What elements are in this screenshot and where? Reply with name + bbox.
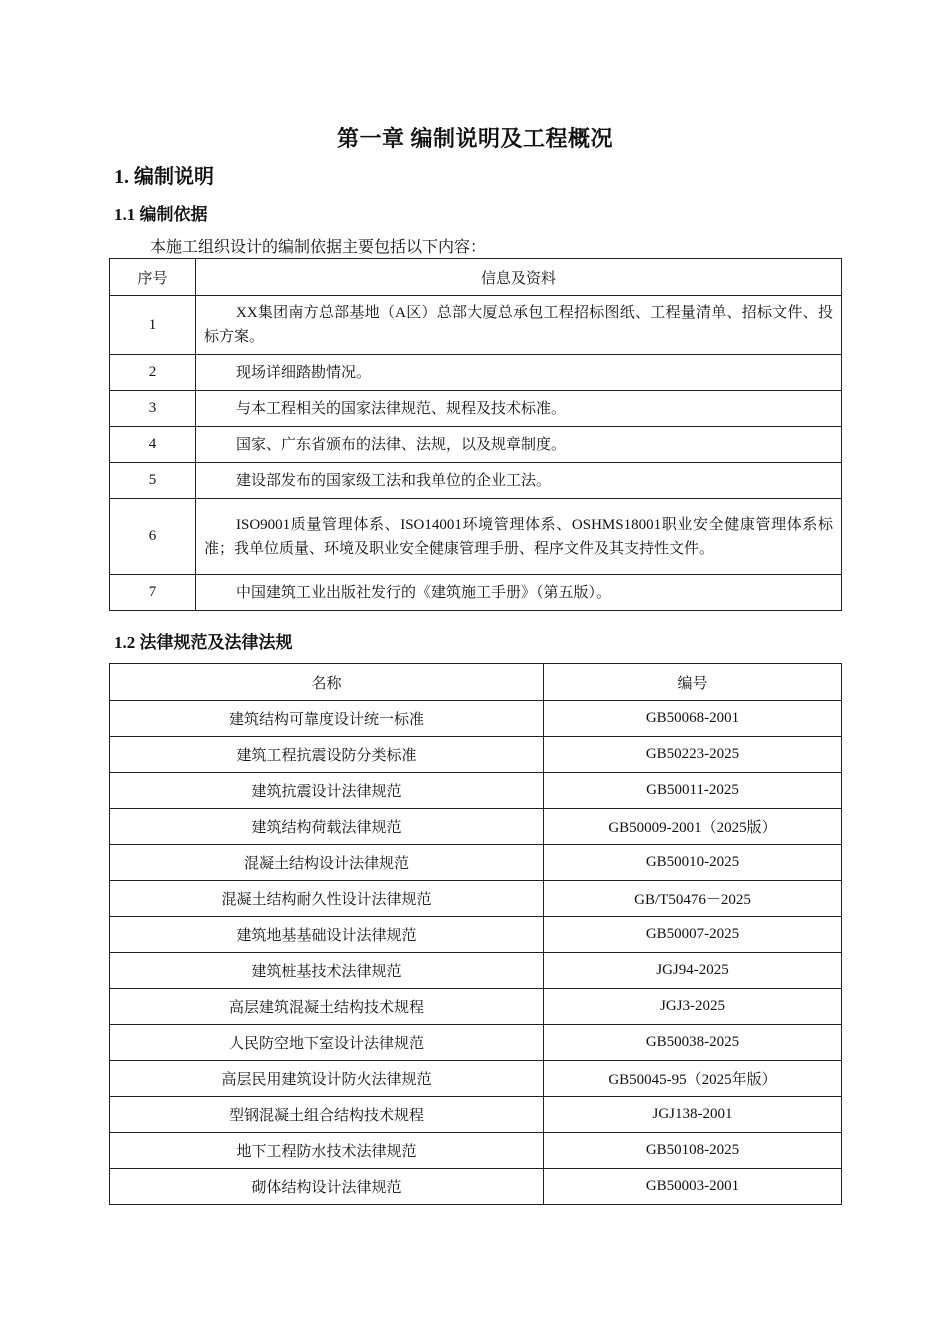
row-text: 与本工程相关的国家法律规范、规程及技术标准。 — [196, 391, 842, 427]
table-row — [110, 1097, 842, 1133]
row-number: 1 — [110, 296, 196, 355]
standard-code: GB50010-2025 — [544, 845, 842, 881]
table-row — [110, 881, 842, 917]
table-row — [110, 1025, 842, 1061]
standard-name: 地下工程防水技术法律规范 — [110, 1133, 544, 1169]
standard-name: 建筑抗震设计法律规范 — [110, 773, 544, 809]
standard-code: GB50038-2025 — [544, 1025, 842, 1061]
table-row — [110, 463, 842, 499]
row-number: 4 — [110, 427, 196, 463]
standard-name: 建筑地基基础设计法律规范 — [110, 917, 544, 953]
column-header-name: 名称 — [110, 664, 544, 701]
standard-code: GB50223-2025 — [544, 737, 842, 773]
table-row — [110, 427, 842, 463]
standard-code: JGJ94-2025 — [544, 953, 842, 989]
standard-name: 高层建筑混凝土结构技术规程 — [110, 989, 544, 1025]
table-row — [110, 391, 842, 427]
standard-name: 混凝土结构设计法律规范 — [110, 845, 544, 881]
standard-name: 建筑结构荷载法律规范 — [110, 809, 544, 845]
table-row — [110, 575, 842, 611]
standard-code: GB50045-95（2025年版） — [544, 1061, 842, 1097]
section-heading-1: 1. 编制说明 — [114, 166, 214, 188]
standard-code: GB50011-2025 — [544, 773, 842, 809]
standards-table — [109, 663, 842, 1205]
table-row — [110, 1061, 842, 1097]
standards-table-header — [110, 664, 842, 701]
standard-code: GB50108-2025 — [544, 1133, 842, 1169]
standard-name: 砌体结构设计法律规范 — [110, 1169, 544, 1205]
table-row — [110, 809, 842, 845]
table-row — [110, 989, 842, 1025]
standard-name: 人民防空地下室设计法律规范 — [110, 1025, 544, 1061]
table-row — [110, 773, 842, 809]
standard-name: 混凝土结构耐久性设计法律规范 — [110, 881, 544, 917]
basis-table — [109, 258, 842, 611]
column-header-info: 信息及资料 — [196, 259, 842, 296]
row-number: 5 — [110, 463, 196, 499]
section-heading-1-1: 1.1 编制依据 — [114, 205, 208, 224]
row-text: XX集团南方总部基地（A区）总部大厦总承包工程招标图纸、工程量清单、招标文件、投标方案。 — [196, 296, 842, 355]
row-number: 3 — [110, 391, 196, 427]
row-number: 2 — [110, 355, 196, 391]
standard-code: JGJ138-2001 — [544, 1097, 842, 1133]
table-row — [110, 701, 842, 737]
row-text: 建设部发布的国家级工法和我单位的企业工法。 — [196, 463, 842, 499]
table-row — [110, 917, 842, 953]
row-text: ISO9001质量管理体系、ISO14001环境管理体系、OSHMS18001职业安全健康管理体系标准；我单位质量、环境及职业安全健康管理手册、程序文件及其支持性文件。 — [196, 499, 842, 575]
table-row — [110, 1169, 842, 1205]
standard-code: GB/T50476－2025 — [544, 881, 842, 917]
standard-code: JGJ3-2025 — [544, 989, 842, 1025]
section-heading-1-2: 1.2 法律规范及法律法规 — [114, 633, 293, 652]
standard-code: GB50007-2025 — [544, 917, 842, 953]
row-text: 中国建筑工业出版社发行的《建筑施工手册》（第五版）。 — [196, 575, 842, 611]
table-row — [110, 845, 842, 881]
standard-code: GB50068-2001 — [544, 701, 842, 737]
basis-table-header — [110, 259, 842, 296]
table-row — [110, 953, 842, 989]
chapter-title: 第一章 编制说明及工程概况 — [336, 126, 613, 151]
row-text: 现场详细踏勘情况。 — [196, 355, 842, 391]
standard-name: 高层民用建筑设计防火法律规范 — [110, 1061, 544, 1097]
table-row — [110, 499, 842, 575]
standard-code: GB50009-2001（2025版） — [544, 809, 842, 845]
standard-code: GB50003-2001 — [544, 1169, 842, 1205]
intro-paragraph: 本施工组织设计的编制依据主要包括以下内容： — [150, 239, 487, 256]
row-number: 6 — [110, 499, 196, 575]
table-row — [110, 296, 842, 355]
standard-name: 建筑结构可靠度设计统一标准 — [110, 701, 544, 737]
row-text: 国家、广东省颁布的法律、法规，以及规章制度。 — [196, 427, 842, 463]
column-header-code: 编号 — [544, 664, 842, 701]
standard-name: 型钢混凝土组合结构技术规程 — [110, 1097, 544, 1133]
standard-name: 建筑桩基技术法律规范 — [110, 953, 544, 989]
table-row — [110, 1133, 842, 1169]
row-number: 7 — [110, 575, 196, 611]
column-header-no: 序号 — [110, 259, 196, 296]
table-row — [110, 355, 842, 391]
table-row — [110, 737, 842, 773]
standard-name: 建筑工程抗震设防分类标准 — [110, 737, 544, 773]
